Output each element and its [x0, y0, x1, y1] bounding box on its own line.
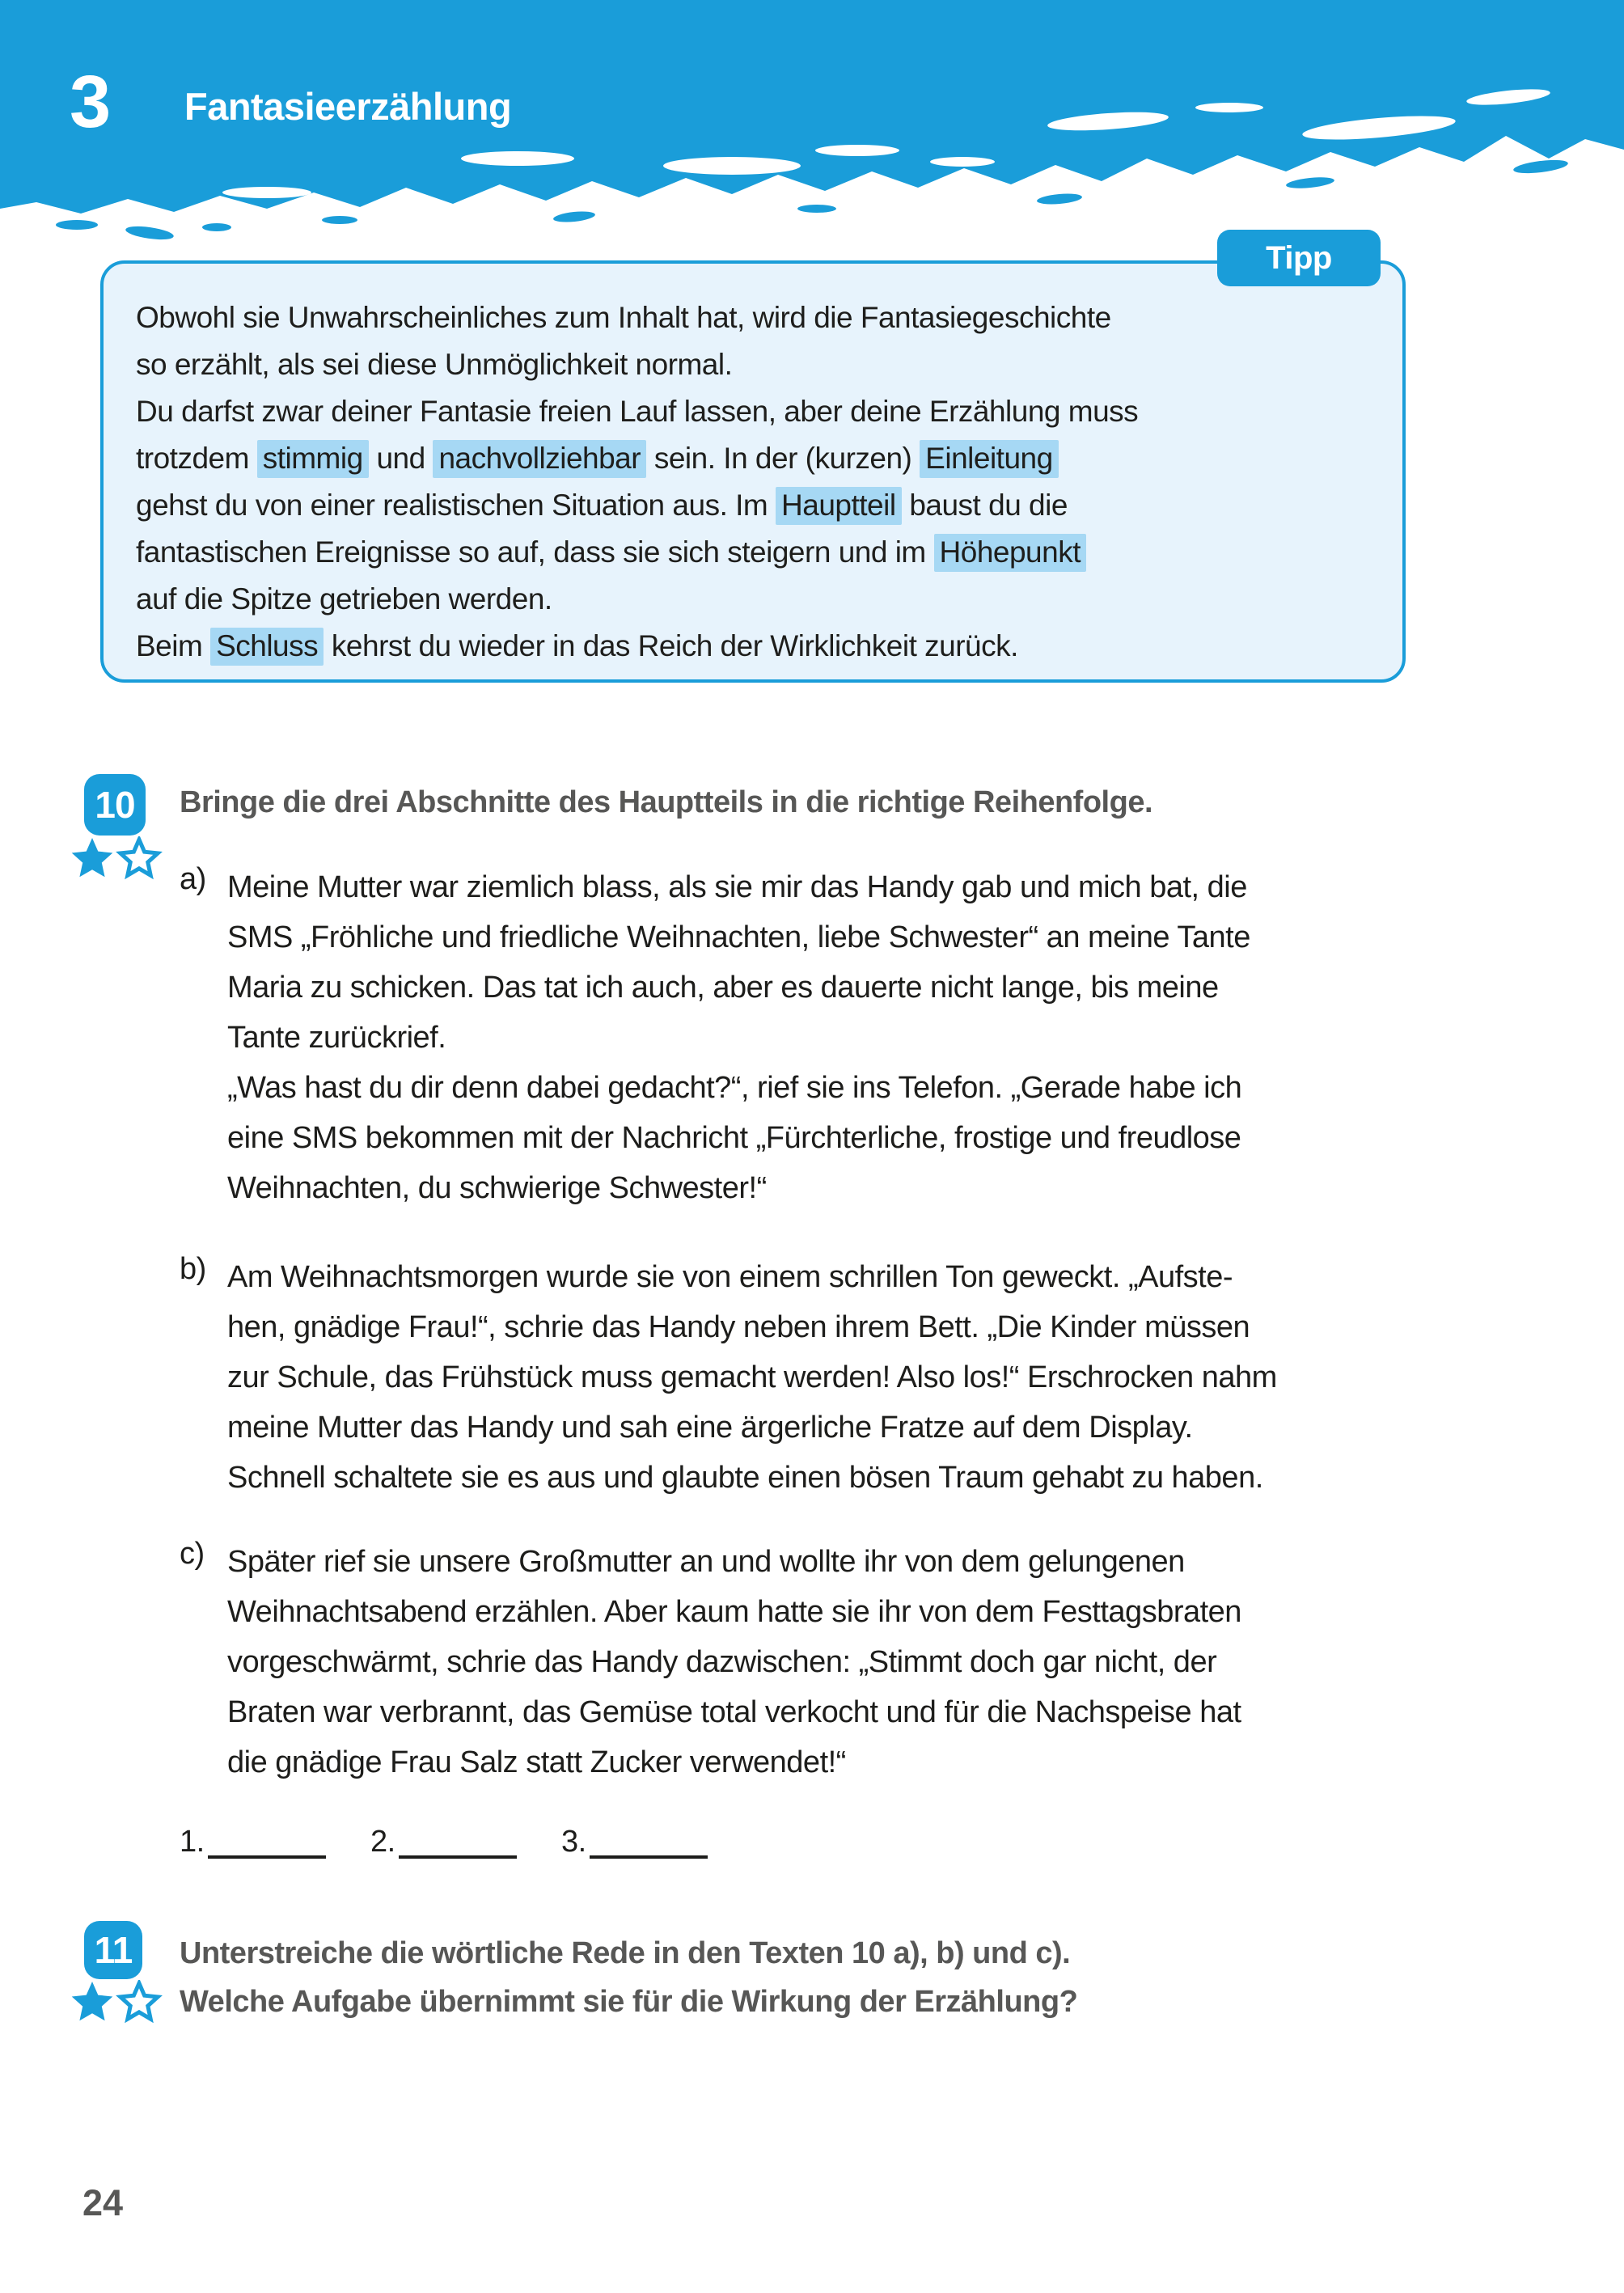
paragraph-line: vorgeschwärmt, schrie das Handy dazwischen: „Stimmt doch gar nicht, der: [227, 1645, 1217, 1679]
tip-line: [136, 576, 1138, 623]
paragraph-label: a): [180, 862, 206, 896]
tip-text-segment: Du darfst zwar deiner Fantasie freien Lauf lassen, aber deine Erzählung muss: [136, 395, 1139, 428]
paragraph-line: Weihnachtsabend erzählen. Aber kaum hatte sie ihr von dem Festtagsbraten: [227, 1595, 1241, 1629]
tip-tab: [1217, 230, 1381, 286]
exercise-11-prompt-line-2: Welche Aufgabe übernimmt sie für die Wirkung der Erzählung?: [180, 1985, 1078, 2019]
paragraph-line: eine SMS bekommen mit der Nachricht „Fürchterliche, frostige und freudlose: [227, 1121, 1241, 1155]
tip-line: [136, 294, 1138, 341]
paragraph-line: zur Schule, das Frühstück muss gemacht werden! Also los!“ Erschrocken nahm: [227, 1360, 1277, 1394]
paragraph-lines: [227, 1537, 1241, 1787]
exercise-10-star-rating: [70, 836, 163, 886]
exercise-11-star-rating: [70, 1980, 163, 2029]
tip-text-segment: sein. In der (kurzen): [646, 442, 920, 475]
blank-number: 2.: [370, 1825, 395, 1859]
paragraph-line: SMS „Fröhliche und friedliche Weihnachten, liebe Schwester“ an meine Tante: [227, 920, 1250, 954]
paragraph-label: c): [180, 1537, 205, 1571]
exercise-11-prompt-line-1: Unterstreiche die wörtliche Rede in den Texten 10 a), b) und c).: [180, 1936, 1071, 1970]
tip-text-segment: auf die Spitze getrieben werden.: [136, 582, 552, 616]
paragraph-line: Maria zu schicken. Das tat ich auch, aber es dauerte nicht lange, bis meine: [227, 971, 1219, 1005]
highlighted-term: Hauptteil: [776, 487, 902, 525]
paragraph-line: hen, gnädige Frau!“, schrie das Handy neben ihrem Bett. „Die Kinder müssen: [227, 1310, 1250, 1344]
blank-line[interactable]: [590, 1818, 708, 1859]
blank-number: 3.: [561, 1825, 586, 1859]
tip-text-segment: und: [368, 442, 433, 475]
tip-text: [136, 294, 1138, 670]
star-filled-icon: [72, 1982, 113, 2020]
paragraph-line: meine Mutter das Handy und sah eine ärgerliche Fratze auf dem Display.: [227, 1411, 1193, 1445]
paragraph-line: Schnell schaltete sie es aus und glaubte einen bösen Traum gehabt zu haben.: [227, 1461, 1263, 1495]
tip-text-segment: Obwohl sie Unwahrscheinliches zum Inhalt hat, wird die Fantasiegeschichte: [136, 301, 1111, 334]
tip-text-segment: fantastischen Ereignisse so auf, dass sie sich steigern und im: [136, 535, 934, 569]
chapter-number: 3: [70, 61, 110, 143]
highlighted-term: Schluss: [210, 628, 324, 666]
tip-line: [136, 341, 1138, 388]
tip-text-segment: trotzdem: [136, 442, 257, 475]
tip-line: [136, 435, 1138, 482]
star-outline-icon: [121, 1983, 158, 2019]
tip-text-segment: gehst du von einer realistischen Situation aus. Im: [136, 489, 776, 522]
tip-text-segment: so erzählt, als sei diese Unmöglichkeit normal.: [136, 348, 733, 381]
highlighted-term: Einleitung: [920, 440, 1059, 478]
paragraph-line: Braten war verbrannt, das Gemüse total verkocht und für die Nachspeise hat: [227, 1695, 1241, 1729]
paragraph-line: Tante zurückrief.: [227, 1021, 446, 1055]
paragraph-line: Am Weihnachtsmorgen wurde sie von einem schrillen Ton geweckt. „Aufste-: [227, 1260, 1233, 1294]
answer-blank-1[interactable]: [180, 1817, 326, 1859]
exercise-10-prompt: Bringe die drei Abschnitte des Hauptteils in die richtige Reihenfolge.: [180, 785, 1153, 819]
exercise-10-number: 10: [95, 784, 135, 826]
paragraph-line: „Was hast du dir denn dabei gedacht?“, rief sie ins Telefon. „Gerade habe ich: [227, 1071, 1242, 1105]
blank-number: 1.: [180, 1825, 205, 1859]
star-filled-icon: [72, 838, 113, 877]
answer-blank-3[interactable]: [561, 1817, 708, 1859]
tip-text-segment: Beim: [136, 629, 211, 662]
chapter-title: Fantasieerzählung: [184, 85, 512, 128]
page-number: 24: [82, 2182, 124, 2223]
star-outline-icon: [121, 840, 158, 875]
paragraph-line: Später rief sie unsere Großmutter an und wollte ihr von dem gelungenen: [227, 1545, 1185, 1579]
tip-line: [136, 623, 1138, 670]
highlighted-term: nachvollziehbar: [433, 440, 646, 478]
paragraph-lines: [227, 1252, 1277, 1503]
tip-tab-label: Tipp: [1266, 239, 1332, 276]
tip-line: [136, 529, 1138, 576]
paragraph-line: Weihnachten, du schwierige Schwester!“: [227, 1171, 767, 1205]
tip-line: [136, 388, 1138, 435]
highlighted-term: Höhepunkt: [934, 534, 1086, 572]
paragraph-lines: [227, 862, 1250, 1213]
tip-text-segment: baust du die: [901, 489, 1068, 522]
exercise-10-badge: [84, 774, 146, 836]
blank-line[interactable]: [399, 1818, 517, 1859]
answer-blank-2[interactable]: [370, 1817, 517, 1859]
paragraph-line: die gnädige Frau Salz statt Zucker verwendet!“: [227, 1745, 846, 1779]
blank-line[interactable]: [208, 1818, 326, 1859]
paragraph-line: Meine Mutter war ziemlich blass, als sie mir das Handy gab und mich bat, die: [227, 870, 1247, 904]
tip-text-segment: kehrst du wieder in das Reich der Wirklichkeit zurück.: [324, 629, 1018, 662]
highlighted-term: stimmig: [257, 440, 369, 478]
paragraph-label: b): [180, 1252, 206, 1286]
exercise-11-badge: [84, 1921, 142, 1979]
exercise-11-number: 11: [94, 1929, 133, 1971]
tip-line: [136, 482, 1138, 529]
